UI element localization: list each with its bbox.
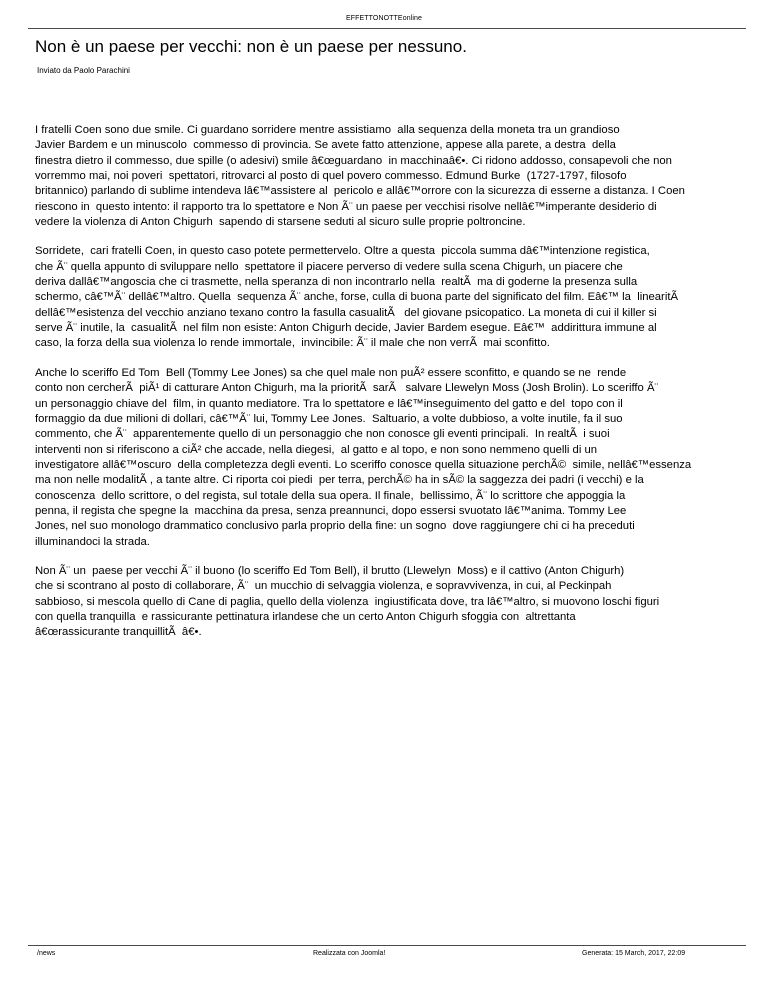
footer-powered-by: Realizzata con Joomla! <box>313 950 386 957</box>
article-paragraph: Anche lo sceriffo Ed Tom Bell (Tommy Lee Jones) sa che quel male non puÃ² essere sconfitto, e quando se ne rende conto non cercherÃ piÃ¹ di catturare Anton Chigurh, ma la prioritÃ sarÃ salvare Llewelyn Moss (Josh Brolin). Lo sceriffo Ã¨ un personaggio chiave del film, in quanto mediatore. Tra lo spettatore e lâ€™inseguimento del gatto e del topo con il formaggio da due milioni di dollari, câ€™Ã¨ lui, Tommy Lee Jones. Saltuario, a volte dubbioso, a volte inutile, fa il suo commento, che Ã¨ apparentemente quello di un personaggio che non conosce gli eventi principali. In realtÃ i suoi interventi non si riferiscono a ciÃ² che accade, nella diegesi, al gatto e al topo, e non sono nemmeno quelli di un investigatore allâ€™oscuro della completezza degli eventi. Lo sceriffo conosce quella situazione perchÃ© simile, nellâ€™essenza ma non nelle modalitÃ , a tante altre. Ci riporta coi piedi per terra, perchÃ© ha in sÃ© la saggezza dei padri (i vecchi) e la conoscenza dello scrittore, o del regista, sul totale della sua opera. Il finale, bellissimo, Ã¨ lo scrittore che appoggia la penna, il regista che spegne la macchina da presa, senza preannunci, dopo essersi svuotato lâ€™anima. Tommy Lee Jones, nel suo monologo drammatico conclusivo parla proprio della fine: un sogno dove raggiungere chi ci ha preceduti illuminandoci la strada. <box>35 366 692 548</box>
footer-path: /news <box>37 950 56 957</box>
article-paragraph: Non Ã¨ un paese per vecchi Ã¨ il buono (lo sceriffo Ed Tom Bell), il brutto (Llewelyn Moss) e il cattivo (Anton Chigurh) che si scontrano al posto di collaborare, Ã¨ un mucchio di selvaggia violenza, e sopravvivenza, in cui, al Peckinpah sabbioso, si mescola quello di Cane di paglia, quello della violenza ingiustificata dove, tra lâ€™altro, si muovono loschi figuri con quella tranquilla e rassicurante pettinatura irlandese che un certo Anton Chigurh sfoggia con altrettanta â€œrassicurante tranquillitÃ â€•. <box>35 564 660 639</box>
article-body <box>35 123 768 655</box>
header-divider <box>28 28 746 29</box>
footer-divider <box>28 945 746 946</box>
footer-generated-date: Generata: 15 March, 2017, 22:09 <box>582 950 686 957</box>
article-title: Non è un paese per vecchi: non è un paese per nessuno. <box>35 37 467 56</box>
article-byline: Inviato da Paolo Parachini <box>37 66 130 75</box>
article-paragraph: I fratelli Coen sono due smile. Ci guardano sorridere mentre assistiamo alla sequenza della moneta tra un grandioso Javier Bardem e un minuscolo commesso di provincia. Se avete fatto attenzione, appese alla parete, a destra della finestra dietro il commesso, due spille (o adesivi) smile â€œguardano in macchinaâ€•. Ci ridono addosso, consapevoli che non vorremmo mai, noi poveri spettatori, ritrovarci al posto di quel povero commesso. Edmund Burke (1727-1797, filosofo britannico) parlando di sublime intendeva lâ€™assistere al pericolo e allâ€™orrore con la sicurezza di esserne a distanza. I Coen riescono in questo intento: il rapporto tra lo spettatore e Non Ã¨ un paese per vecchisi risolve nellâ€™imperante desiderio di vedere la violenza di Anton Chigurh sapendo di starsene seduti al sicuro sulle proprie poltroncine. <box>35 124 685 229</box>
site-name: EFFETTONOTTEonline <box>346 15 422 22</box>
article-paragraph: Sorridete, cari fratelli Coen, in questo caso potete permettervelo. Oltre a questa piccola summa dâ€™intenzione registica, che Ã¨ quella appunto di sviluppare nello spettatore il piacere perverso di vedere sulla scena Chigurh, un piacere che deriva dallâ€™angoscia che ci trasmette, nella speranza di non incontrarlo nella realtÃ ma di goderne la presenza sulla schermo, câ€™Ã¨ dellâ€™altro. Quella sequenza Ã¨ anche, forse, culla di buona parte del significato del film. Eâ€™ la linearitÃ dellâ€™esistenza del vecchio anziano texano contro la fasulla casualitÃ del giovane psicopatico. La moneta di cui il killer si serve Ã¨ inutile, la casualitÃ nel film non esiste: Anton Chigurh decide, Javier Bardem esegue. Eâ€™ addirittura immune al caso, la forza della sua violenza lo rende immortale, invincibile: Ã¨ il male che non verrÃ mai sconfitto. <box>35 245 679 350</box>
